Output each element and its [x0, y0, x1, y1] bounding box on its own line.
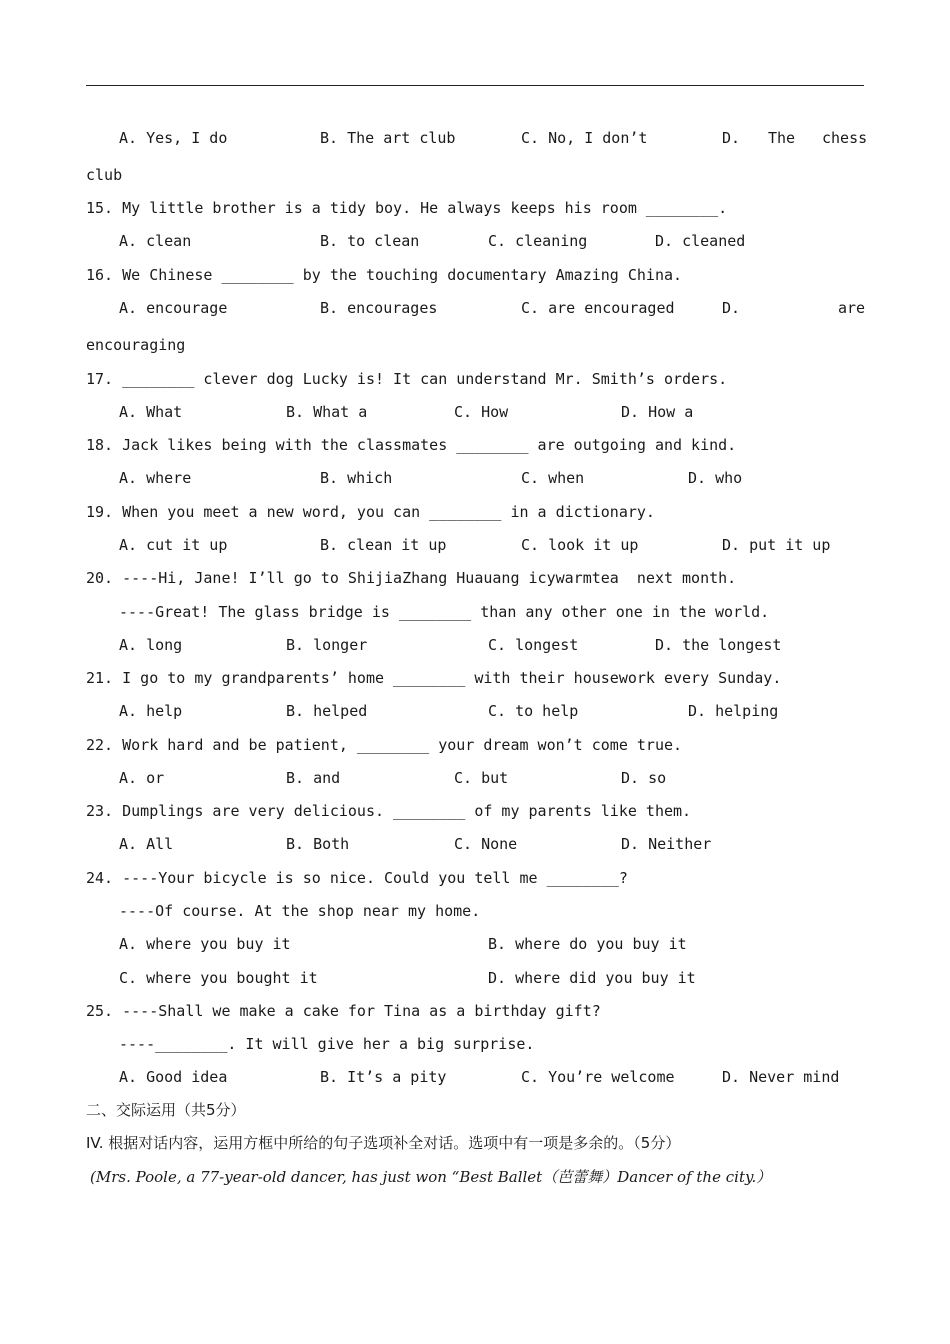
q20-stem: 20. ----Hi, Jane! I’ll go to ShijiaZhang Huauang icywarmtea next month. [86, 569, 737, 587]
q14-option-b[interactable]: B. The art club [320, 129, 456, 147]
q19-stem: 19. When you meet a new word, you can ________ in a dictionary. [86, 503, 655, 521]
q25-option-d[interactable]: D. Never mind [722, 1068, 840, 1086]
q25-stem-reply: ----________. It will give her a big surprise. [119, 1035, 535, 1053]
q18-option-b[interactable]: B. which [320, 469, 393, 487]
q14-option-d-letter[interactable]: D. [722, 129, 741, 147]
q23-option-a[interactable]: A. All [119, 835, 174, 853]
q18-option-c[interactable]: C. when [521, 469, 585, 487]
q17-option-a[interactable]: A. What [119, 403, 183, 421]
q17-stem: 17. ________ clever dog Lucky is! It can understand Mr. Smith’s orders. [86, 370, 728, 388]
q24-option-b[interactable]: B. where do you buy it [488, 935, 687, 953]
header-rule [86, 85, 864, 86]
q15-stem: 15. My little brother is a tidy boy. He always keeps his room ________. [86, 199, 728, 217]
q17-option-b[interactable]: B. What a [286, 403, 368, 421]
q18-option-a[interactable]: A. where [119, 469, 192, 487]
q20-option-d[interactable]: D. the longest [655, 636, 782, 654]
q25-option-b[interactable]: B. It’s a pity [320, 1068, 447, 1086]
q14-option-c[interactable]: C. No, I don’t [521, 129, 648, 147]
q16-option-b[interactable]: B. encourages [320, 299, 438, 317]
q24-stem-reply: ----Of course. At the shop near my home. [119, 902, 481, 920]
q21-option-d[interactable]: D. helping [688, 702, 779, 720]
q17-option-d[interactable]: D. How a [621, 403, 694, 421]
q15-option-b[interactable]: B. to clean [320, 232, 420, 250]
q23-option-c[interactable]: C. None [454, 835, 518, 853]
q16-option-a[interactable]: A. encourage [119, 299, 228, 317]
q14-option-d-word1: The [768, 129, 796, 147]
q23-option-d[interactable]: D. Neither [621, 835, 712, 853]
part-4-context: (Mrs. Poole, a 77-year-old dancer, has just won “Best Ballet（芭蕾舞）Dancer of the city.） [90, 1168, 772, 1186]
q19-option-b[interactable]: B. clean it up [320, 536, 447, 554]
q21-option-a[interactable]: A. help [119, 702, 183, 720]
q20-option-b[interactable]: B. longer [286, 636, 368, 654]
q23-option-b[interactable]: B. Both [286, 835, 350, 853]
q22-option-c[interactable]: C. but [454, 769, 509, 787]
q15-option-d[interactable]: D. cleaned [655, 232, 746, 250]
section-2-title: 二、交际运用（共5分） [86, 1101, 246, 1119]
q14-option-d-continued: club [86, 166, 123, 184]
q25-option-c[interactable]: C. You’re welcome [521, 1068, 675, 1086]
q24-option-c[interactable]: C. where you bought it [119, 969, 318, 987]
q22-stem: 22. Work hard and be patient, ________ your dream won’t come true. [86, 736, 683, 754]
q20-option-c[interactable]: C. longest [488, 636, 579, 654]
q22-option-a[interactable]: A. or [119, 769, 165, 787]
q16-option-d-continued: encouraging [86, 336, 186, 354]
q19-option-c[interactable]: C. look it up [521, 536, 639, 554]
q24-option-d[interactable]: D. where did you buy it [488, 969, 696, 987]
q24-option-a[interactable]: A. where you buy it [119, 935, 291, 953]
q24-stem: 24. ----Your bicycle is so nice. Could you tell me ________? [86, 869, 628, 887]
q18-stem: 18. Jack likes being with the classmates ________ are outgoing and kind. [86, 436, 737, 454]
q14-option-d-word2: chess [822, 129, 868, 147]
q25-option-a[interactable]: A. Good idea [119, 1068, 228, 1086]
q15-option-c[interactable]: C. cleaning [488, 232, 588, 250]
q18-option-d[interactable]: D. who [688, 469, 743, 487]
q21-stem: 21. I go to my grandparents’ home ________ with their housework every Sunday. [86, 669, 782, 687]
q16-option-d-word1: are [838, 299, 866, 317]
q14-option-a[interactable]: A. Yes, I do [119, 129, 228, 147]
q20-stem-reply: ----Great! The glass bridge is ________ than any other one in the world. [119, 603, 770, 621]
q16-option-c[interactable]: C. are encouraged [521, 299, 675, 317]
q21-option-b[interactable]: B. helped [286, 702, 368, 720]
q25-stem: 25. ----Shall we make a cake for Tina as a birthday gift? [86, 1002, 601, 1020]
q23-stem: 23. Dumplings are very delicious. ________ of my parents like them. [86, 802, 692, 820]
q16-stem: 16. We Chinese ________ by the touching documentary Amazing China. [86, 266, 683, 284]
q20-option-a[interactable]: A. long [119, 636, 183, 654]
q21-option-c[interactable]: C. to help [488, 702, 579, 720]
q19-option-a[interactable]: A. cut it up [119, 536, 228, 554]
q22-option-b[interactable]: B. and [286, 769, 341, 787]
part-4-instruction: IV. 根据对话内容，运用方框中所给的句子选项补全对话。选项中有一项是多余的。（5分） [86, 1134, 681, 1152]
q15-option-a[interactable]: A. clean [119, 232, 192, 250]
q22-option-d[interactable]: D. so [621, 769, 667, 787]
q17-option-c[interactable]: C. How [454, 403, 509, 421]
q16-option-d-letter[interactable]: D. [722, 299, 741, 317]
q19-option-d[interactable]: D. put it up [722, 536, 831, 554]
